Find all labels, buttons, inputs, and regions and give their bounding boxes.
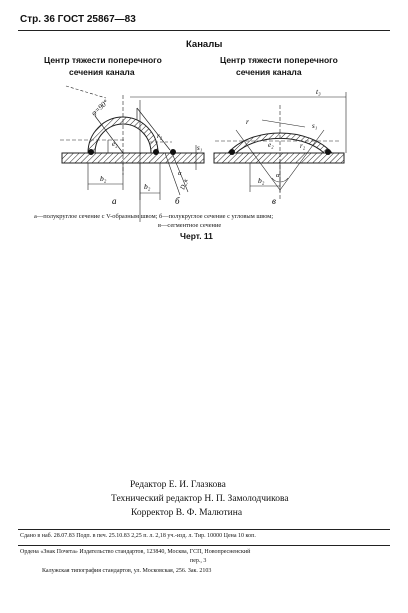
leader-left bbox=[66, 86, 106, 98]
label-s1: s₁ bbox=[197, 144, 203, 152]
imprint-rule-mid bbox=[18, 545, 390, 546]
chart-number: Черт. 11 bbox=[180, 231, 213, 241]
label-b2-b: b₂ bbox=[144, 182, 151, 191]
label-sub-a: а bbox=[112, 196, 117, 206]
page-header: Стр. 36 ГОСТ 25867—83 bbox=[20, 14, 136, 25]
label-e2-v: e₂ bbox=[268, 141, 274, 149]
tech-editor-credit: Технический редактор Н. П. Замолодчикова bbox=[111, 494, 289, 504]
label-b2-a: b₂ bbox=[100, 174, 107, 183]
label-s1-v: s₁ bbox=[312, 122, 318, 130]
label-e2-a: e₂ bbox=[112, 140, 118, 148]
figure-a-b bbox=[60, 86, 204, 222]
label-sub-v: в bbox=[272, 196, 276, 206]
weld-v-right bbox=[325, 149, 331, 155]
left-heading-line2: сечения канала bbox=[69, 67, 135, 77]
label-sub-b: б bbox=[175, 196, 180, 206]
weld-v-left bbox=[229, 149, 235, 155]
label-b2-v: b₂ bbox=[258, 176, 265, 185]
label-alpha-v: α bbox=[276, 172, 280, 179]
figure-v bbox=[130, 92, 346, 200]
weld-a-right bbox=[153, 149, 159, 155]
label-r: r bbox=[246, 117, 249, 126]
left-heading-line1: Центр тяжести поперечного bbox=[44, 55, 162, 65]
weld-a-left bbox=[88, 149, 94, 155]
label-t3: t₃ bbox=[316, 87, 321, 96]
right-heading-line1: Центр тяжести поперечного bbox=[220, 55, 338, 65]
label-r2-v: r₂ bbox=[300, 142, 306, 150]
imprint-line1: Сдано в наб. 28.07.83 Подп. в печ. 25.10.83 2,25 п. л. 2,18 уч.-изд. л. Тир. 10000 Цена 10 коп. bbox=[20, 533, 256, 539]
label-r2: r₂ bbox=[157, 132, 163, 140]
weld-b bbox=[170, 149, 176, 155]
caption-line1: а—полукруглое сечение с V-образным швом; б—полукруглое сечение с угловым швом; bbox=[34, 213, 274, 220]
editor-credit: Редактор Е. И. Глазкова bbox=[130, 480, 226, 490]
imprint-line3: пер., 3 bbox=[190, 558, 207, 564]
label-dk: D_к bbox=[179, 177, 190, 191]
imprint-line4: Калужская типография стандартов, ул. Московская, 256. Зак. 2103 bbox=[42, 568, 212, 574]
imprint-rule-top bbox=[18, 529, 390, 530]
corrector-credit: Корректор В. Ф. Малютина bbox=[131, 508, 243, 518]
right-heading-line2: сечения канала bbox=[236, 67, 302, 77]
base-plate-a bbox=[62, 153, 204, 163]
caption-line2: в—сегментное сечение bbox=[158, 222, 222, 229]
section-title: Каналы bbox=[186, 39, 223, 50]
label-alpha-b: α bbox=[178, 170, 182, 177]
imprint-line2: Ордена «Знак Почета» Издательство стандартов, 123840, Москва, ГСП, Новопресненский bbox=[20, 549, 251, 555]
label-angle: φ=90° bbox=[89, 97, 110, 118]
